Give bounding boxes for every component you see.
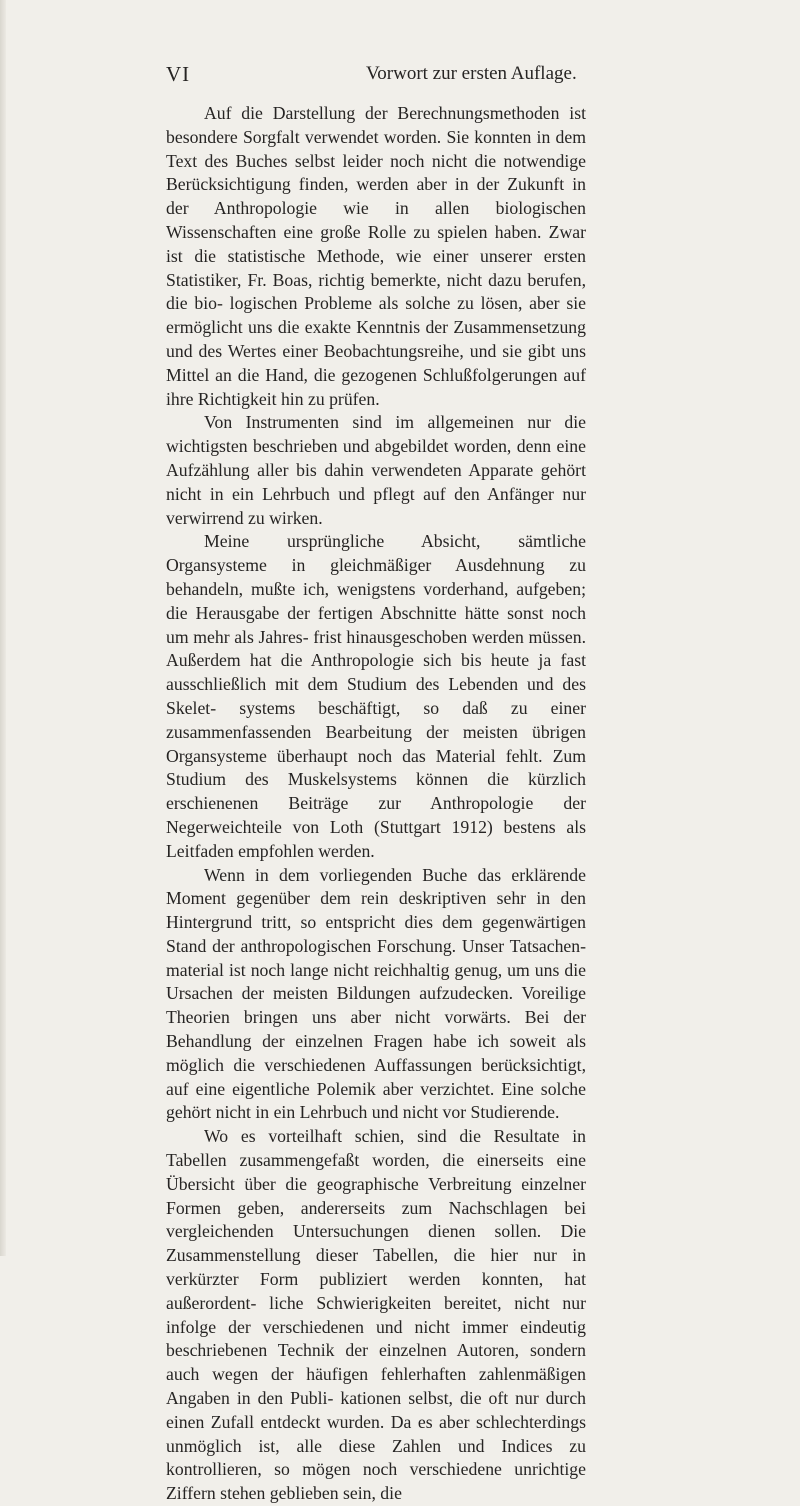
paragraph-instruments xyxy=(166,411,586,530)
text-line: verwendet worden. Sie konnten in dem Text des Buches selbst leider noch xyxy=(166,126,586,171)
text-line: Von Instrumenten sind im allgemeinen nur die wichtigsten beschrieben xyxy=(166,412,586,457)
text-line: rein deskriptiven sehr in den Hintergrund tritt, so entspricht dies dem xyxy=(166,888,587,933)
text-line: Polemik aber verzichtet. Eine solche gehört nicht in ein Lehrbuch und nicht xyxy=(166,1078,586,1123)
running-title: Vorwort zur ersten Auflage. xyxy=(366,63,577,84)
text-line: in der Anthropologie wie in allen biologischen Wissenschaften eine große xyxy=(166,174,586,242)
text-line: bis heute ja fast ausschließlich mit dem Studium des Lebenden und des Skelet- xyxy=(166,650,587,718)
text-line: meisten übrigen Organsysteme überhaupt noch das Material fehlt. Zum xyxy=(166,721,587,766)
text-line: die hier nur in verkürzter Form publiziert werden konnten, hat außerordent- xyxy=(166,1245,586,1313)
paragraph-organ-systems xyxy=(166,530,586,863)
text-line: Untersuchungen dienen sollen. Die Zusammenstellung dieser Tabellen, xyxy=(166,1221,586,1266)
page-number: VI xyxy=(166,62,191,86)
text-line: ihre Richtigkeit hin zu prüfen. xyxy=(166,388,380,409)
page-header xyxy=(166,62,584,90)
text-line: nicht die notwendige Berücksichtigung finden, werden aber in der Zukunft xyxy=(166,150,586,195)
text-line: verwirrend zu wirken. xyxy=(166,507,323,528)
text-line: vor Studierende. xyxy=(442,1102,560,1123)
text-line: Anthropologie der Negerweichteile von Loth (Stuttgart 1912) bestens als xyxy=(166,793,586,837)
text-line: Auf die Darstellung der Berechnungsmethoden ist besondere Sorgfalt xyxy=(166,103,586,147)
text-line: Studium des Muskelsystems können die kürzlich erschienenen Beiträge zur xyxy=(166,769,586,814)
text-line: Leitfaden empfohlen werden. xyxy=(166,840,375,861)
text-line: und abgebildet worden, denn eine Aufzählung aller bis dahin verwendeten xyxy=(166,436,586,480)
text-line: Wo es vorteilhaft schien, sind die Resultate in Tabellen zusammengefaßt xyxy=(166,1126,586,1171)
text-line: die Herausgabe der fertigen Abschnitte hätte sonst noch um mehr als Jahres- xyxy=(166,602,586,647)
text-line: frist hinausgeschoben werden müssen. Außerdem hat die Anthropologie sich xyxy=(166,626,586,671)
text-line: Rolle zu spielen haben. Zwar ist die statistische Methode, wie einer unserer xyxy=(166,221,587,266)
paragraph-tables xyxy=(166,1125,586,1506)
text-line: liche Schwierigkeiten bereitet, nicht nur infolge der verschiedenen und nicht xyxy=(166,1292,587,1337)
text-line: möglich die verschiedenen Auffassungen berücksichtigt, auf eine eigentliche xyxy=(166,1054,586,1099)
text-line: Meine ursprüngliche Absicht, sämtliche Organsysteme in gleichmäßiger xyxy=(166,531,586,576)
text-line: kationen selbst, die oft nur durch einen Zufall entdeckt wurden. Da es aber xyxy=(166,1388,587,1432)
page-edge xyxy=(0,0,6,1256)
text-line: gegenwärtigen Stand der anthropologischen Forschung. Unser Tatsachen- xyxy=(166,912,586,956)
text-line: vorwärts. Bei der Behandlung der einzelnen Fragen habe ich soweit als xyxy=(166,1007,586,1052)
text-line: Wenn in dem vorliegenden Buche das erklärende Moment gegenüber dem xyxy=(166,864,586,909)
paragraph-methods xyxy=(166,102,586,411)
text-body xyxy=(166,102,586,1506)
text-line: material ist noch lange nicht reichhaltig genug, um uns die Ursachen der xyxy=(166,959,586,1004)
text-line: immer eindeutig beschriebenen Technik der einzelnen Autoren, sondern xyxy=(166,1316,586,1361)
text-line: meisten Bildungen aufzudecken. Voreilige Theorien bringen uns aber nicht xyxy=(166,983,587,1028)
paragraph-explanatory-moment xyxy=(166,864,586,1126)
text-line: auch wegen der häufigen fehlerhaften zahlenmäßigen Angaben in den Publi- xyxy=(166,1364,586,1409)
text-line: schlechterdings unmöglich ist, alle diese Zahlen und Indices zu kontrollieren, xyxy=(166,1411,586,1480)
text-line: einzelner Formen geben, andererseits zum Nachschlagen bei vergleichenden xyxy=(166,1173,586,1242)
text-line: Apparate gehört nicht in ein Lehrbuch und pflegt auf den Anfänger nur xyxy=(166,459,586,504)
text-line: und sie gibt uns Mittel an die Hand, die gezogenen Schlußfolgerungen auf xyxy=(166,340,586,385)
text-line: Ausdehnung zu behandeln, mußte ich, wenigstens vorderhand, aufgeben; xyxy=(166,555,586,599)
text-line: so mögen noch verschiedene unrichtige Ziffern stehen geblieben sein, die xyxy=(166,1459,586,1504)
text-line: ersten Statistiker, Fr. Boas, richtig bemerkte, nicht dazu berufen, die bio- xyxy=(166,245,586,314)
text-line: worden, die einerseits eine Übersicht über die geographische Verbreitung xyxy=(166,1150,586,1194)
text-line: systems beschäftigt, so daß zu einer zusammenfassenden Bearbeitung der xyxy=(166,697,586,742)
text-line: Kenntnis der Zusammensetzung und des Wertes einer Beobachtungsreihe, xyxy=(166,317,586,361)
text-line: logischen Probleme als solche zu lösen, aber sie ermöglicht uns die exakte xyxy=(166,293,586,338)
